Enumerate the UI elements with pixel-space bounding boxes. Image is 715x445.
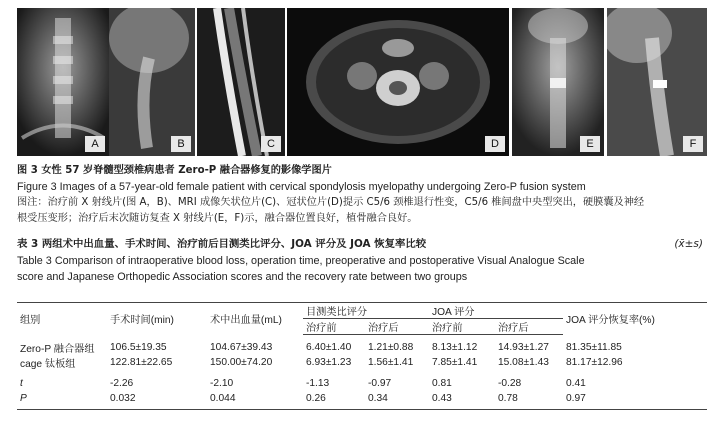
cell-group: Zero-P 融合器组 — [20, 343, 95, 355]
cell-blood-loss: -2.10 — [210, 378, 234, 389]
panel-label-a: A — [85, 136, 105, 152]
table-row — [17, 391, 707, 410]
cell-op-time: -2.26 — [110, 378, 134, 389]
panel-label-f: F — [683, 136, 703, 152]
cell-blood-loss: 104.67±39.43 — [210, 341, 273, 353]
subheader-vas-pre: 治疗前 — [303, 319, 365, 335]
panel-label-e: E — [580, 136, 600, 152]
header-recovery: JOA 评分恢复率(%) — [563, 303, 707, 335]
cell-joa-post: 15.08±1.43 — [498, 357, 549, 368]
panel-a-xray-ap — [17, 8, 109, 156]
header-blood-loss: 术中出血量(mL) — [207, 303, 303, 335]
figure-panels — [17, 8, 707, 156]
table-row — [17, 355, 707, 370]
table-row — [17, 335, 707, 356]
cell-vas-pre: 6.93±1.23 — [306, 357, 352, 368]
cell-joa-pre: 7.85±1.41 — [432, 357, 478, 368]
cell-joa-pre: 8.13±1.12 — [432, 342, 478, 353]
cell-joa-post: 0.78 — [495, 391, 563, 410]
table-header-row — [17, 303, 707, 319]
subheader-joa-pre: 治疗前 — [429, 319, 495, 335]
xray-ap-image — [17, 8, 109, 156]
panel-f-postop-lateral — [607, 8, 707, 156]
cell-vas-pre: 0.26 — [303, 391, 365, 410]
cell-op-time: 122.81±22.65 — [110, 357, 173, 368]
panel-label-c: C — [261, 136, 281, 152]
panel-d-mri-axial — [287, 8, 509, 156]
table-title-en-line-2: score and Japanese Orthopedic Association scores and the recovery rate between two groups — [17, 271, 468, 283]
cell-vas-post: 1.21±0.88 — [368, 342, 414, 353]
cell-blood-loss: 0.044 — [207, 391, 303, 410]
panel-e-postop-ap — [512, 8, 604, 156]
figure-note-line-2: 根受压变形；治疗后末次随访复查 X 射线片(E，F)示，融合器位置良好，植骨融合良好。 — [17, 213, 418, 224]
cell-vas-post: 1.56±1.41 — [368, 357, 414, 368]
cell-vas-pre: -1.13 — [306, 378, 330, 389]
cell-recovery: 81.35±11.85 — [566, 341, 622, 353]
cell-joa-post: -0.28 — [498, 378, 522, 389]
xray-lateral-image — [109, 8, 195, 156]
cell-op-time: 0.032 — [107, 391, 207, 410]
header-joa: JOA 评分 — [429, 303, 563, 319]
postop-lateral-image — [607, 8, 707, 156]
cell-group: P — [17, 391, 107, 410]
postop-ap-image — [512, 8, 604, 156]
mri-axial-image — [287, 8, 509, 156]
panel-c-mri-sagittal — [197, 8, 285, 156]
cell-group: cage 钛板组 — [20, 359, 76, 370]
cell-vas-pre: 6.40±1.40 — [306, 342, 352, 353]
subheader-vas-post: 治疗后 — [365, 319, 429, 335]
header-op-time: 手术时间(min) — [107, 303, 207, 335]
figure-caption-en: Figure 3 Images of a 57-year-old female patient with cervical spondylosis myelopathy undergoing Zero-P fusion system — [17, 181, 586, 193]
mri-sagittal-image — [197, 8, 285, 156]
cell-op-time: 106.5±19.35 — [110, 341, 167, 353]
panel-b-xray-lateral — [109, 8, 195, 156]
cell-joa-pre: 0.43 — [429, 391, 495, 410]
subheader-joa-post: 治疗后 — [495, 319, 563, 335]
comparison-table — [17, 302, 707, 410]
table-row — [17, 370, 707, 391]
cell-group: t — [20, 378, 23, 389]
cell-joa-pre: 0.81 — [432, 378, 452, 389]
panel-label-d: D — [485, 136, 505, 152]
table-title-cn: 表 3 两组术中出血量、手术时间、治疗前后目测类比评分、JOA 评分及 JOA 恢复率比较 — [17, 238, 427, 250]
table-xs-label: (x̄±s) — [674, 238, 703, 250]
figure-note-line-1: 图注：治疗前 X 射线片(图 A，B)、MRI 成像矢状位片(C)、冠状位片(D)提示 C5/6 颈椎退行性变，C5/6 椎间盘中央型突出，硬膜囊及神经 — [17, 197, 645, 208]
cell-joa-post: 14.93±1.27 — [498, 342, 549, 353]
header-group: 组别 — [17, 303, 107, 335]
cell-vas-post: -0.97 — [368, 378, 392, 389]
cell-vas-post: 0.34 — [365, 391, 429, 410]
header-vas: 目测类比评分 — [303, 303, 429, 319]
panel-label-b: B — [171, 136, 191, 152]
cell-recovery: 0.41 — [566, 378, 586, 389]
cell-recovery: 0.97 — [563, 391, 707, 410]
cell-recovery: 81.17±12.96 — [566, 357, 623, 368]
cell-blood-loss: 150.00±74.20 — [210, 357, 273, 368]
figure-caption-cn: 图 3 女性 57 岁脊髓型颈椎病患者 Zero-P 融合器修复的影像学图片 — [17, 165, 332, 176]
table-title-en-line-1: Table 3 Comparison of intraoperative blood loss, operation time, preoperative and postoperative Visual Analogue Scale — [17, 255, 585, 267]
